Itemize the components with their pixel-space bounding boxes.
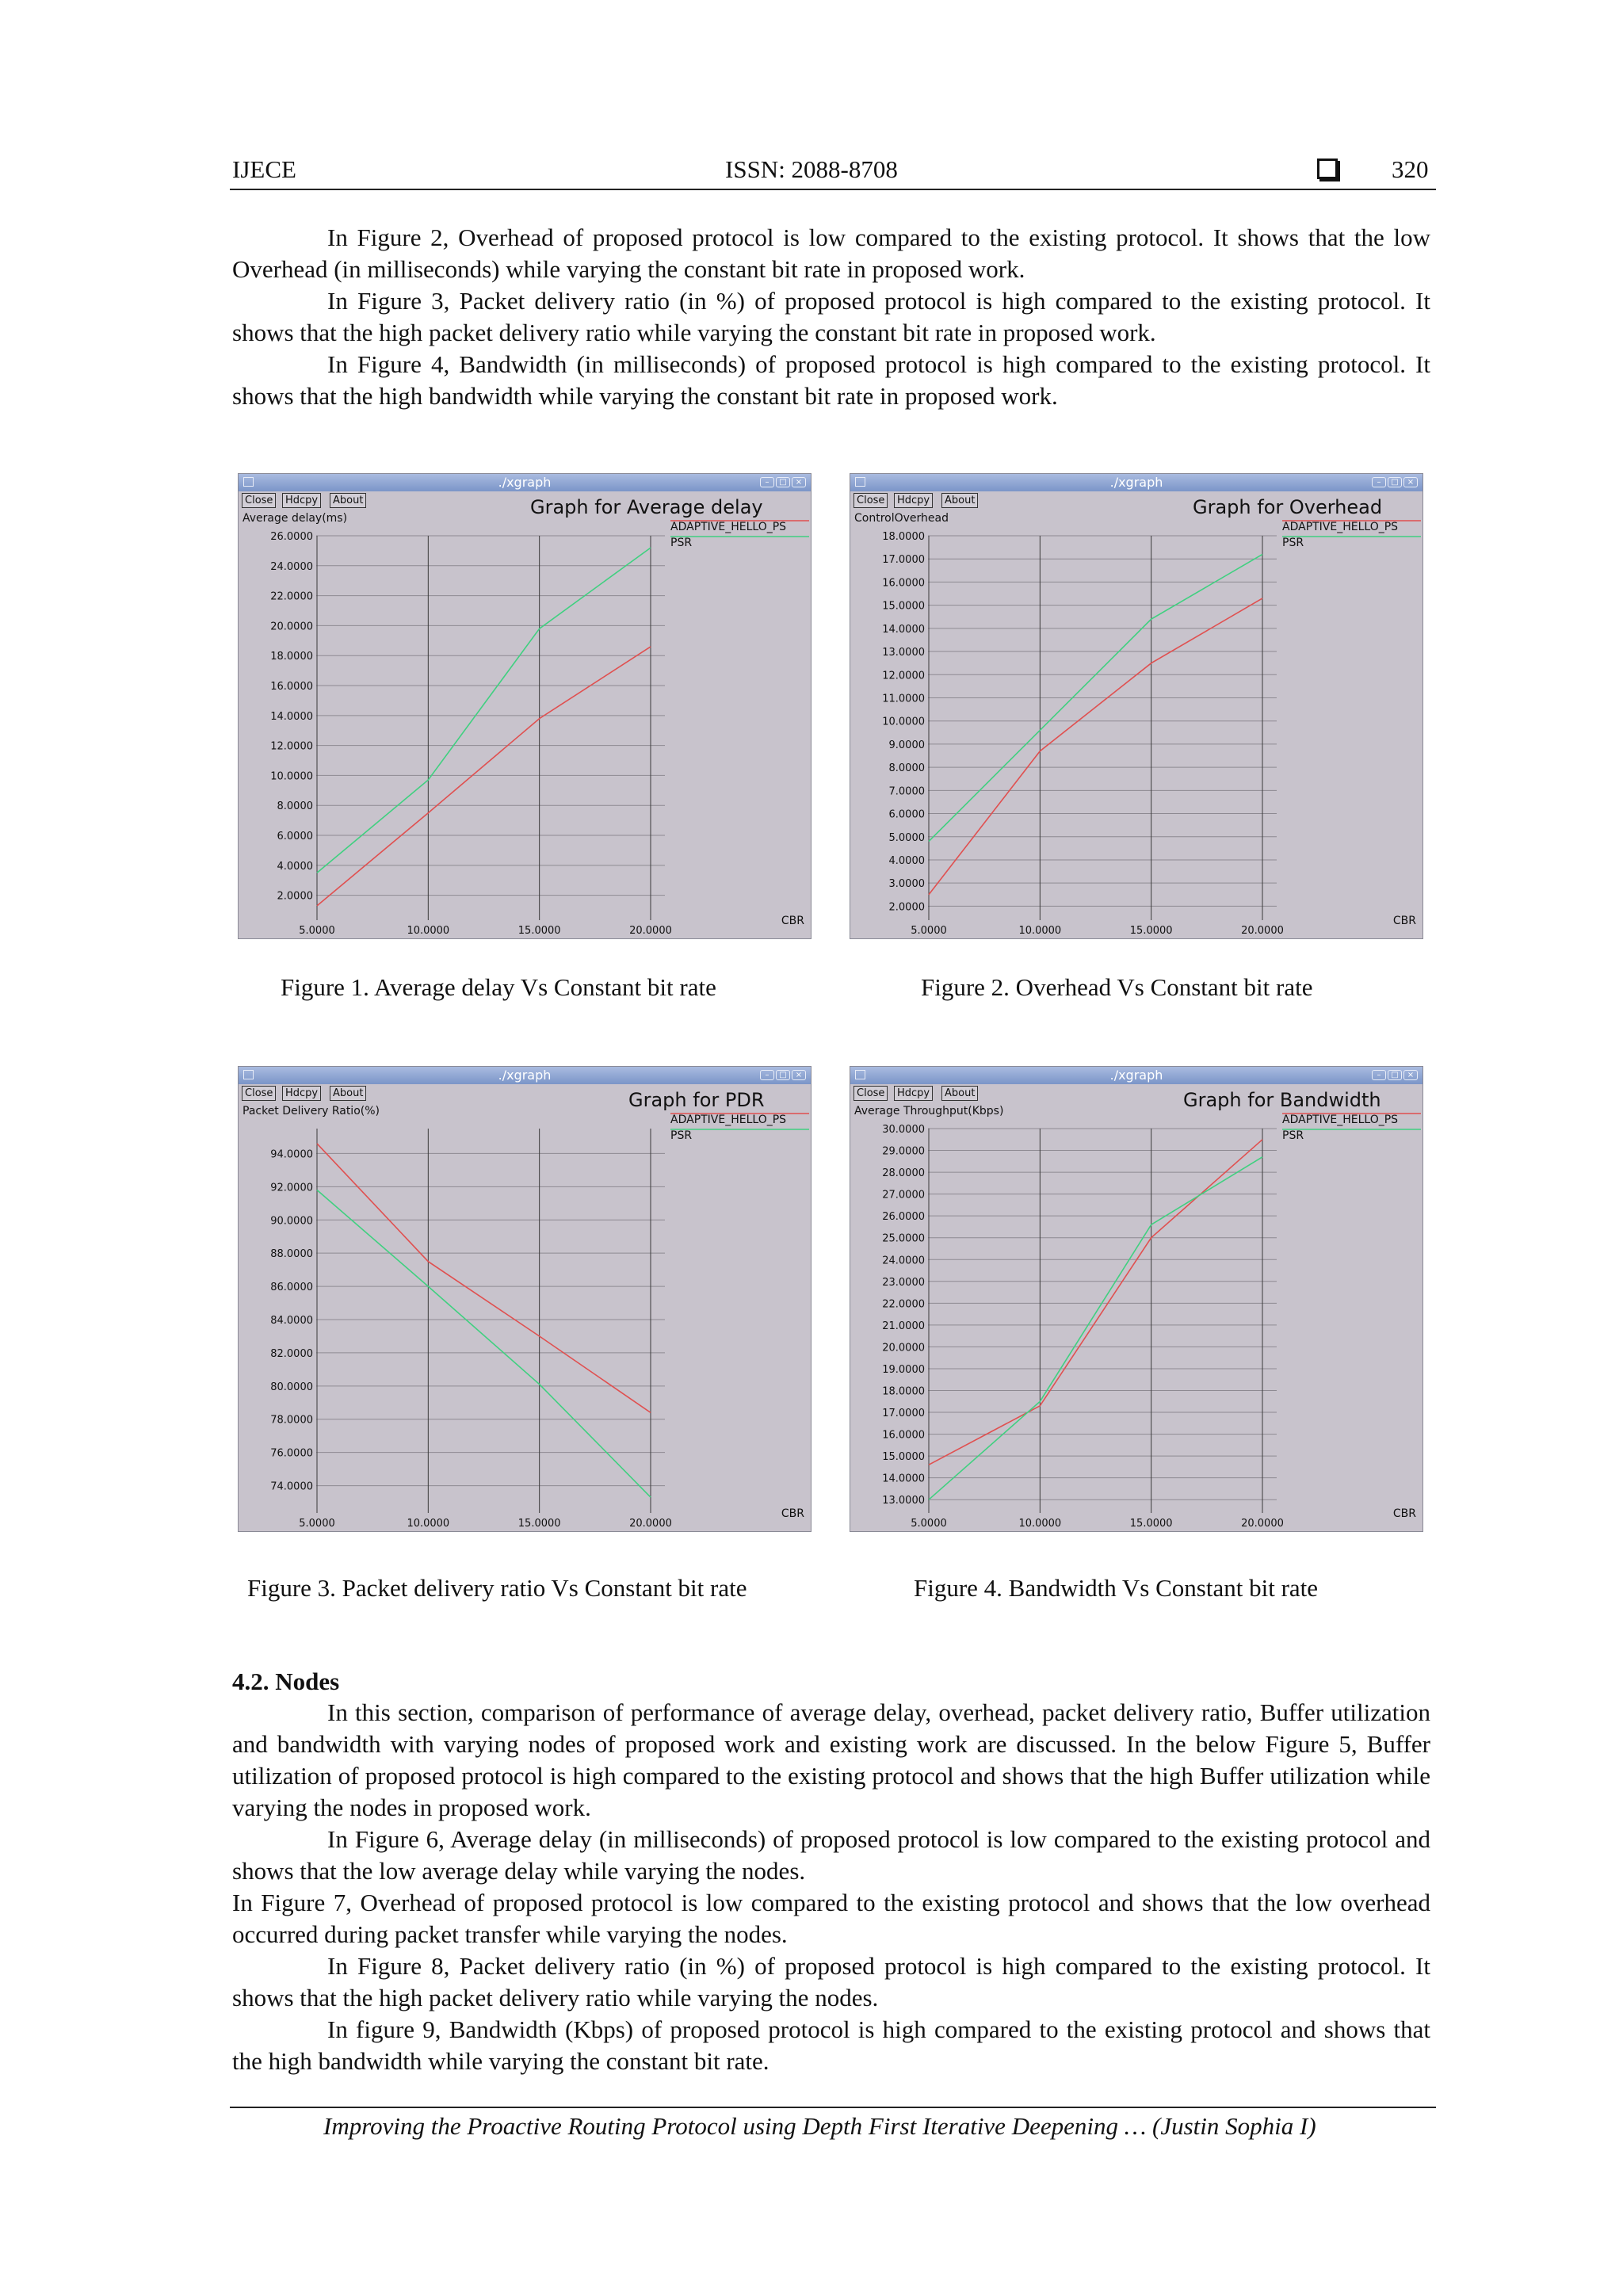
x-tick-label: 20.0000 xyxy=(1241,1518,1284,1530)
y-axis-label: Average delay(ms) xyxy=(242,512,348,525)
y-tick-label: 18.0000 xyxy=(270,651,313,663)
y-tick-label: 14.0000 xyxy=(270,710,313,723)
xgraph-window-bandwidth xyxy=(850,1066,1423,1532)
paragraph xyxy=(232,1697,1430,1824)
y-tick-label: 19.0000 xyxy=(882,1363,925,1376)
issn: ISSN: 2088-8708 xyxy=(725,155,898,183)
y-tick-label: 7.0000 xyxy=(888,785,925,798)
paragraph-text: In this section, comparison of performance of average delay, overhead, packet delivery ratio, Buffer utilization and bandwidth with varying nodes of proposed work and existing work are discussed. In the below Figure 5, Buffer utilization of proposed protocol is high compared to the existing protocol and shows that the high Buffer utilization while varying the nodes in proposed work. xyxy=(232,1698,1430,1821)
paragraph xyxy=(232,1887,1430,1950)
about-button[interactable]: About xyxy=(941,493,978,508)
y-tick-label: 25.0000 xyxy=(882,1232,925,1245)
x-axis-label: CBR xyxy=(781,915,804,927)
x-tick-label: 20.0000 xyxy=(629,1518,672,1530)
figure-caption: Figure 2. Overhead Vs Constant bit rate xyxy=(921,973,1313,1001)
y-tick-label: 4.0000 xyxy=(888,854,925,867)
hdcpy-button[interactable]: Hdcpy xyxy=(894,493,933,508)
legend-label: ADAPTIVE_HELLO_PS xyxy=(670,521,787,533)
y-tick-label: 30.0000 xyxy=(882,1124,925,1136)
y-tick-label: 24.0000 xyxy=(270,560,313,573)
close-window-icon[interactable]: × xyxy=(1403,477,1418,487)
maximize-icon[interactable]: □ xyxy=(1388,1070,1402,1080)
close-button[interactable]: Close xyxy=(242,1086,276,1101)
y-tick-label: 22.0000 xyxy=(882,1298,925,1311)
y-tick-label: 14.0000 xyxy=(882,1473,925,1485)
hdcpy-button[interactable]: Hdcpy xyxy=(282,1086,321,1101)
paragraph xyxy=(232,1824,1430,1887)
y-tick-label: 8.0000 xyxy=(888,762,925,775)
y-tick-label: 2.0000 xyxy=(277,890,313,903)
paragraph-text: In Figure 3, Packet delivery ratio (in %) of proposed protocol is high compared to the existing protocol. It shows that the high packet delivery ratio while varying the constant bit rate in proposed work. xyxy=(232,287,1430,346)
x-tick-label: 5.0000 xyxy=(299,925,335,937)
xgraph-window-pdr xyxy=(238,1066,812,1532)
y-tick-label: 26.0000 xyxy=(270,531,313,543)
y-tick-label: 29.0000 xyxy=(882,1145,925,1158)
minimize-icon[interactable]: – xyxy=(1372,1070,1386,1080)
y-tick-label: 86.0000 xyxy=(270,1282,313,1294)
y-tick-label: 16.0000 xyxy=(882,577,925,590)
about-button[interactable]: About xyxy=(330,1086,366,1101)
x-axis-label: CBR xyxy=(1392,1507,1416,1520)
y-tick-label: 26.0000 xyxy=(882,1211,925,1224)
graph-title: Graph for PDR xyxy=(628,1089,765,1111)
legend-label: ADAPTIVE_HELLO_PS xyxy=(1282,521,1399,533)
legend-label: PSR xyxy=(670,1129,693,1142)
close-window-icon[interactable]: × xyxy=(792,1070,806,1080)
line-chart xyxy=(239,474,812,940)
y-tick-label: 74.0000 xyxy=(270,1480,313,1493)
header-rule xyxy=(230,189,1436,190)
paragraph xyxy=(232,222,1430,285)
figure-caption: Figure 3. Packet delivery ratio Vs Constant bit rate xyxy=(247,1574,747,1602)
y-tick-label: 27.0000 xyxy=(882,1189,925,1201)
footer-rule xyxy=(230,2107,1436,2108)
legend-label: PSR xyxy=(1282,1129,1304,1142)
hdcpy-button[interactable]: Hdcpy xyxy=(894,1086,933,1101)
running-footer: Improving the Proactive Routing Protocol using Depth First Iterative Deepening … (Justin Sophia I) xyxy=(323,2112,1316,2140)
minimize-icon[interactable]: – xyxy=(760,477,774,487)
legend-label: PSR xyxy=(670,537,693,549)
paragraph xyxy=(232,1950,1430,2014)
y-tick-label: 12.0000 xyxy=(270,740,313,753)
x-tick-label: 5.0000 xyxy=(299,1518,335,1530)
maximize-icon[interactable]: □ xyxy=(776,1070,790,1080)
about-button[interactable]: About xyxy=(941,1086,978,1101)
paragraph-text: In Figure 8, Packet delivery ratio (in %) of proposed protocol is high compared to the existing protocol. It shows that the high packet delivery ratio while varying the nodes. xyxy=(232,1952,1430,2011)
y-tick-label: 16.0000 xyxy=(882,1429,925,1442)
series-line-adaptive-hello xyxy=(929,1140,1262,1465)
y-axis-label: Packet Delivery Ratio(%) xyxy=(242,1105,380,1117)
figure-caption: Figure 4. Bandwidth Vs Constant bit rate xyxy=(914,1574,1319,1602)
close-button[interactable]: Close xyxy=(242,493,276,508)
section-heading: 4.2. Nodes xyxy=(232,1668,340,1695)
y-tick-label: 6.0000 xyxy=(277,831,313,843)
paragraph xyxy=(232,349,1430,412)
close-button[interactable]: Close xyxy=(854,1086,888,1101)
y-tick-label: 5.0000 xyxy=(888,831,925,844)
maximize-icon[interactable]: □ xyxy=(776,477,790,487)
y-tick-label: 14.0000 xyxy=(882,623,925,636)
y-tick-label: 6.0000 xyxy=(888,808,925,821)
paragraph-text: In Figure 6, Average delay (in milliseconds) of proposed protocol is low compared to the existing protocol and shows that the low average delay while varying the nodes. xyxy=(232,1825,1430,1885)
series-line-psr xyxy=(317,1190,651,1498)
y-tick-label: 78.0000 xyxy=(270,1414,313,1427)
y-tick-label: 13.0000 xyxy=(882,1495,925,1507)
y-tick-label: 92.0000 xyxy=(270,1182,313,1194)
paragraph xyxy=(232,285,1430,349)
y-tick-label: 84.0000 xyxy=(270,1315,313,1327)
y-tick-label: 9.0000 xyxy=(888,739,925,751)
line-chart xyxy=(850,1067,1424,1533)
journal-name: IJECE xyxy=(232,155,296,183)
y-tick-label: 15.0000 xyxy=(882,1451,925,1464)
y-tick-label: 4.0000 xyxy=(277,860,313,873)
y-axis-label: Average Throughput(Kbps) xyxy=(854,1105,1004,1117)
minimize-icon[interactable]: – xyxy=(760,1070,774,1080)
xgraph-window-avg-delay xyxy=(238,473,812,939)
y-tick-label: 22.0000 xyxy=(270,590,313,603)
y-tick-label: 17.0000 xyxy=(882,1408,925,1420)
minimize-icon[interactable]: – xyxy=(1372,477,1386,487)
y-tick-label: 18.0000 xyxy=(882,1385,925,1398)
paragraph-text: In Figure 4, Bandwidth (in milliseconds) of proposed protocol is high compared to the existing protocol. It shows that the high bandwidth while varying the constant bit rate in proposed work. xyxy=(232,350,1430,410)
maximize-icon[interactable]: □ xyxy=(1388,477,1402,487)
graph-title: Graph for Overhead xyxy=(1193,496,1383,518)
series-line-psr xyxy=(317,548,651,873)
xgraph-window-overhead xyxy=(850,473,1423,939)
x-tick-label: 20.0000 xyxy=(1241,925,1284,937)
x-axis-label: CBR xyxy=(781,1507,804,1520)
line-chart xyxy=(850,474,1424,940)
y-tick-label: 20.0000 xyxy=(270,621,313,633)
y-tick-label: 80.0000 xyxy=(270,1381,313,1393)
y-tick-label: 11.0000 xyxy=(882,693,925,705)
x-tick-label: 10.0000 xyxy=(407,925,450,937)
window-title: ./xgraph xyxy=(498,475,552,490)
y-tick-label: 82.0000 xyxy=(270,1347,313,1360)
y-tick-label: 15.0000 xyxy=(882,600,925,613)
paragraph-text: In Figure 2, Overhead of proposed protocol is low compared to the existing protocol. It shows that the low Overhead (in milliseconds) while varying the constant bit rate in proposed work. xyxy=(232,223,1430,283)
y-tick-label: 20.0000 xyxy=(882,1342,925,1354)
legend-label: ADAPTIVE_HELLO_PS xyxy=(1282,1114,1399,1126)
x-tick-label: 15.0000 xyxy=(1129,925,1173,937)
y-tick-label: 76.0000 xyxy=(270,1447,313,1460)
legend-label: ADAPTIVE_HELLO_PS xyxy=(670,1114,787,1126)
y-tick-label: 8.0000 xyxy=(277,800,313,813)
paragraph-text: In figure 9, Bandwidth (Kbps) of proposed protocol is high compared to the existing protocol and shows that the high bandwidth while varying the constant bit rate. xyxy=(232,2015,1430,2075)
x-tick-label: 15.0000 xyxy=(1129,1518,1173,1530)
box-icon xyxy=(1317,159,1338,179)
legend-label: PSR xyxy=(1282,537,1304,549)
y-tick-label: 10.0000 xyxy=(882,716,925,728)
y-tick-label: 88.0000 xyxy=(270,1248,313,1261)
series-line-psr xyxy=(929,1157,1262,1499)
x-tick-label: 15.0000 xyxy=(517,1518,561,1530)
window-title: ./xgraph xyxy=(498,1068,552,1083)
y-tick-label: 12.0000 xyxy=(882,670,925,682)
about-button[interactable]: About xyxy=(330,493,366,508)
figure-caption: Figure 1. Average delay Vs Constant bit rate xyxy=(281,973,716,1001)
close-button[interactable]: Close xyxy=(854,493,888,508)
page-number: 320 xyxy=(1392,155,1429,183)
y-tick-label: 13.0000 xyxy=(882,647,925,659)
y-tick-label: 16.0000 xyxy=(270,681,313,693)
series-line-adaptive-hello xyxy=(929,598,1262,895)
y-tick-label: 3.0000 xyxy=(888,878,925,891)
y-tick-label: 28.0000 xyxy=(882,1167,925,1180)
y-axis-label: ControlOverhead xyxy=(854,512,949,525)
series-line-adaptive-hello xyxy=(317,1144,651,1413)
graph-title: Graph for Bandwidth xyxy=(1183,1089,1381,1111)
window-title: ./xgraph xyxy=(1109,1068,1163,1083)
y-tick-label: 24.0000 xyxy=(882,1255,925,1267)
graph-title: Graph for Average delay xyxy=(530,496,763,518)
x-tick-label: 5.0000 xyxy=(911,1518,947,1530)
x-tick-label: 10.0000 xyxy=(407,1518,450,1530)
line-chart xyxy=(239,1067,812,1533)
paragraph-text: In Figure 7, Overhead of proposed protocol is low compared to the existing protocol and shows that the low overhead occurred during packet transfer while varying the nodes. xyxy=(232,1889,1430,1948)
y-tick-label: 94.0000 xyxy=(270,1148,313,1161)
y-tick-label: 18.0000 xyxy=(882,531,925,543)
x-tick-label: 20.0000 xyxy=(629,925,672,937)
y-tick-label: 90.0000 xyxy=(270,1215,313,1228)
x-tick-label: 15.0000 xyxy=(517,925,561,937)
x-tick-label: 5.0000 xyxy=(911,925,947,937)
y-tick-label: 10.0000 xyxy=(270,770,313,783)
x-tick-label: 10.0000 xyxy=(1018,925,1062,937)
x-tick-label: 10.0000 xyxy=(1018,1518,1062,1530)
y-tick-label: 21.0000 xyxy=(882,1320,925,1332)
close-window-icon[interactable]: × xyxy=(792,477,806,487)
close-window-icon[interactable]: × xyxy=(1403,1070,1418,1080)
y-tick-label: 23.0000 xyxy=(882,1276,925,1289)
paragraph xyxy=(232,2014,1430,2077)
y-tick-label: 2.0000 xyxy=(888,901,925,914)
hdcpy-button[interactable]: Hdcpy xyxy=(282,493,321,508)
x-axis-label: CBR xyxy=(1392,915,1416,927)
window-title: ./xgraph xyxy=(1109,475,1163,490)
y-tick-label: 17.0000 xyxy=(882,554,925,567)
